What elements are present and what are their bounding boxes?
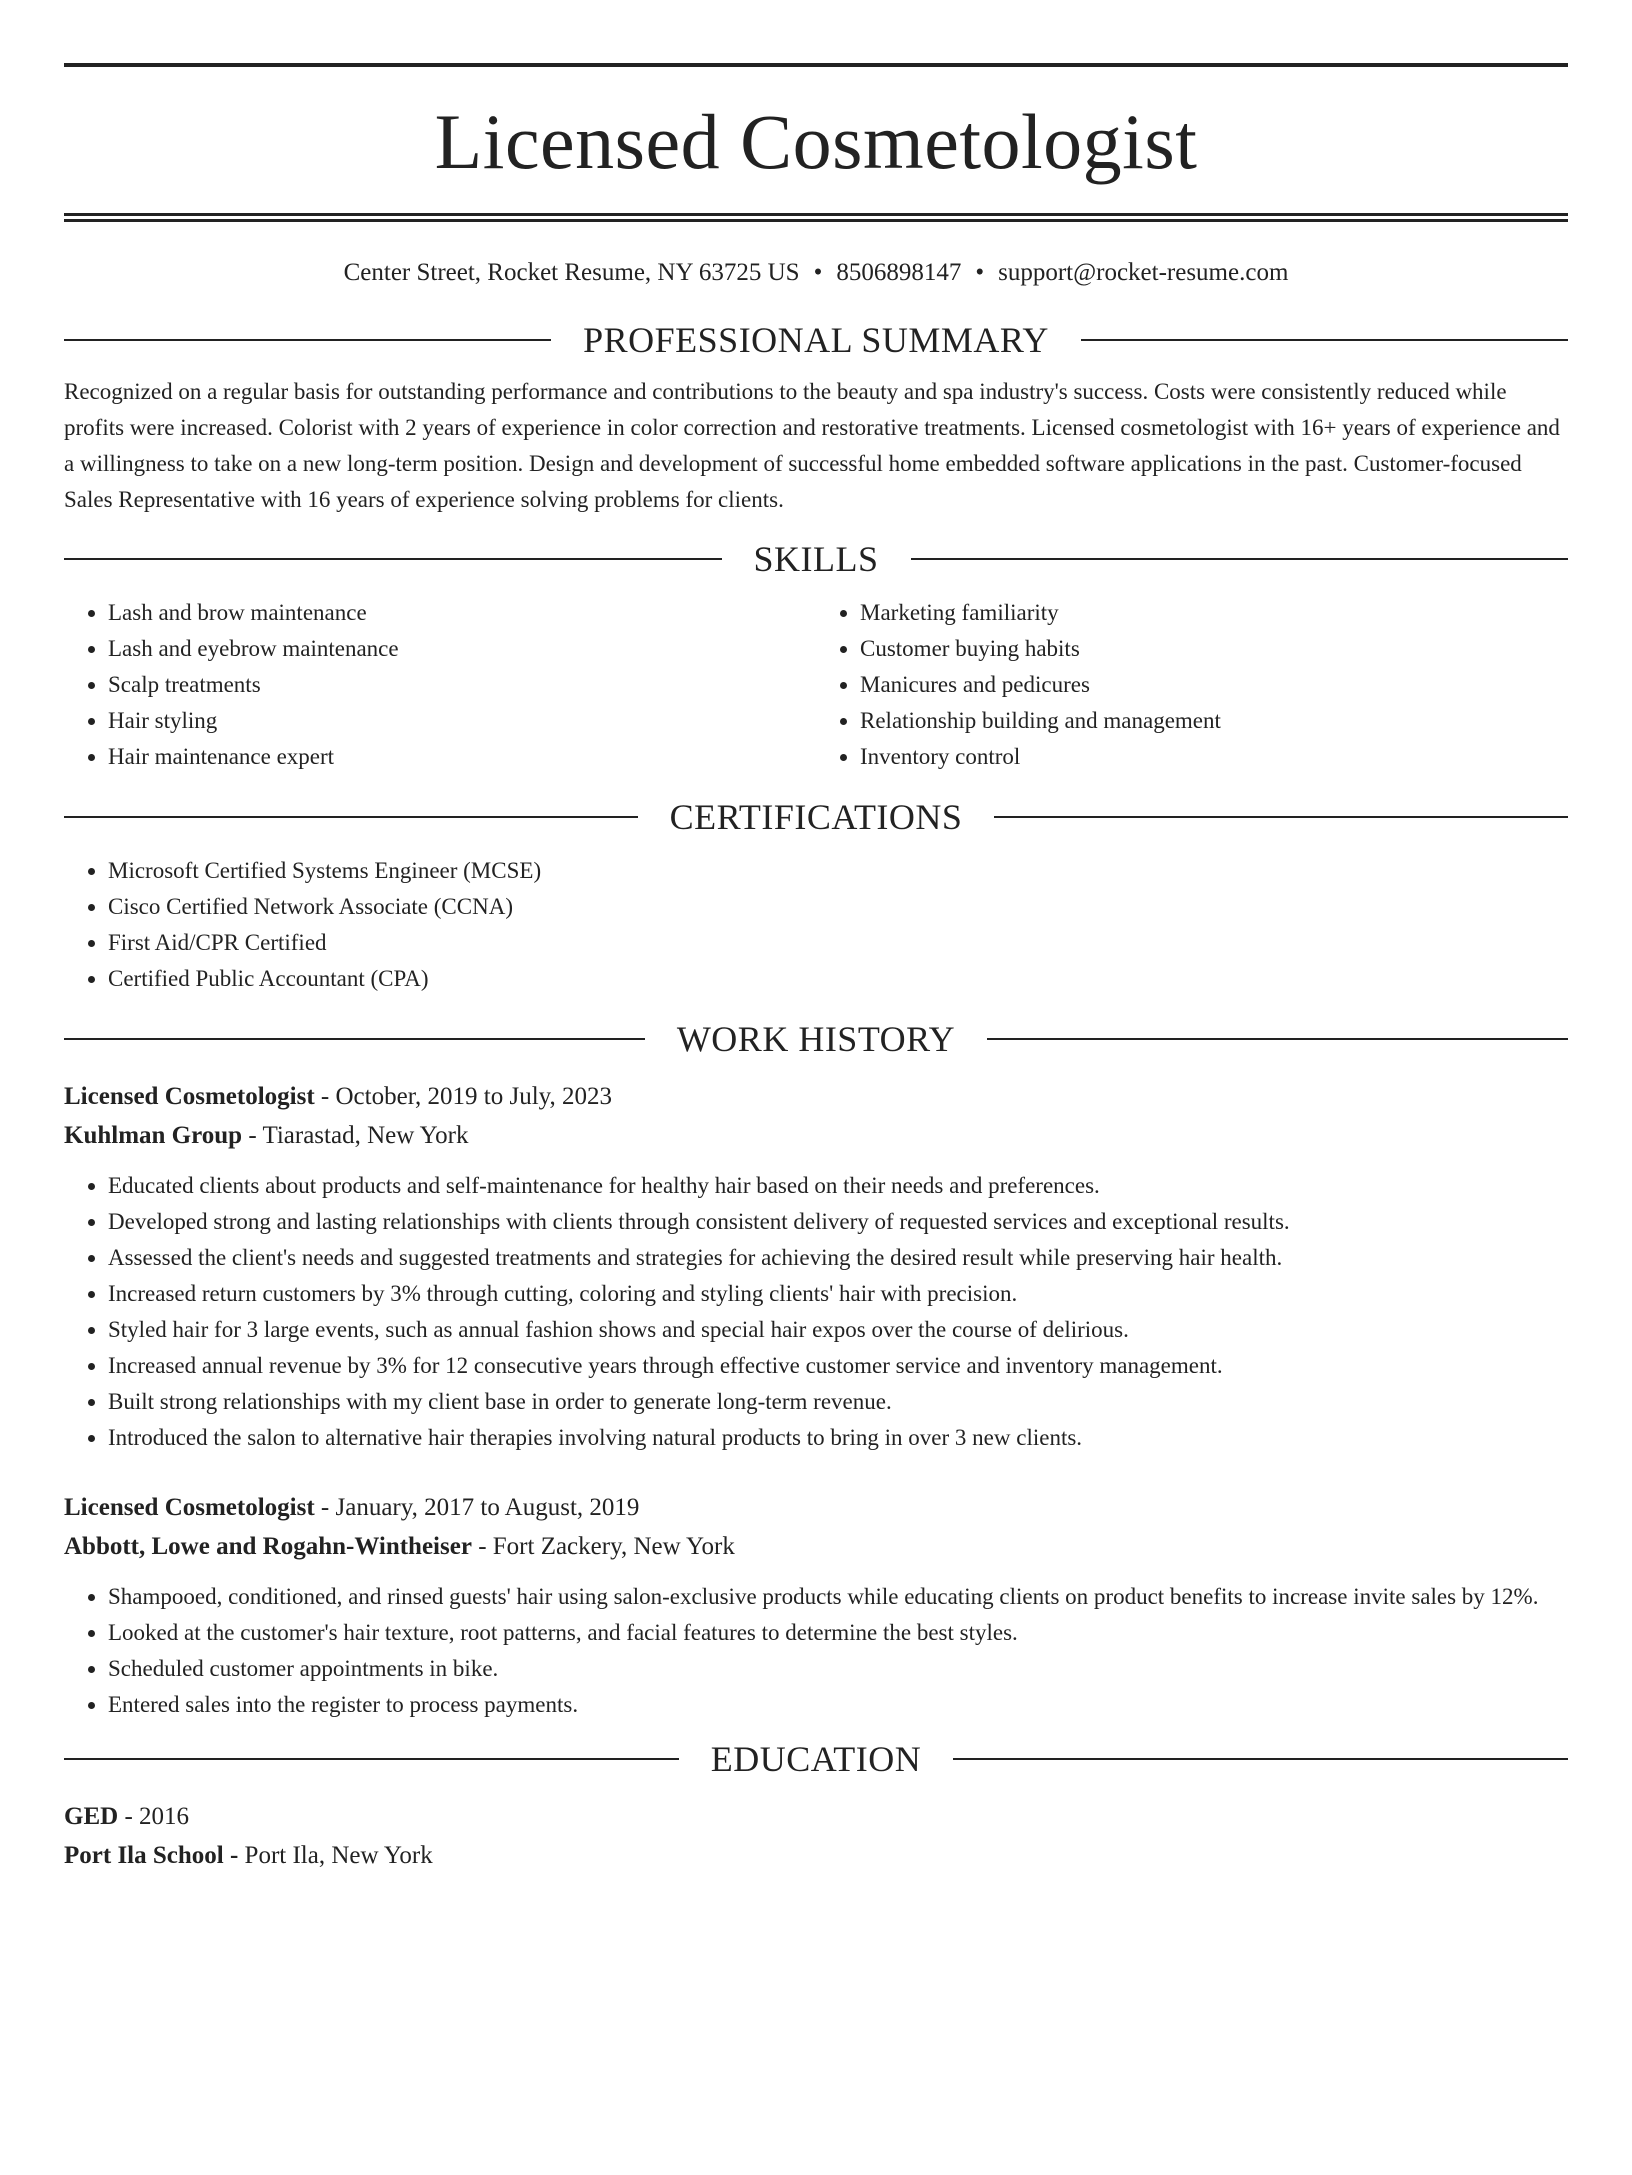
skill-item: • Lash and brow maintenance	[108, 595, 816, 631]
skill-item: • Lash and eyebrow maintenance	[108, 631, 816, 667]
job-dates: - January, 2017 to August, 2019	[314, 1494, 640, 1521]
job-title: Licensed Cosmetologist	[64, 1083, 315, 1110]
contact-line	[64, 258, 1568, 288]
job-location: - Fort Zackery, New York	[471, 1533, 735, 1560]
job-entry	[64, 1488, 1568, 1723]
skill-item: • Hair maintenance expert	[108, 739, 816, 775]
section-title-work: WORK HISTORY	[676, 1019, 956, 1059]
education-entry	[64, 1797, 1568, 1875]
education-year: - 2016	[118, 1803, 190, 1830]
certification-item: • Certified Public Accountant (CPA)	[108, 961, 1568, 997]
skill-item: • Scalp treatments	[108, 667, 816, 703]
job-title-line	[64, 1488, 1568, 1527]
job-company: Kuhlman Group	[64, 1122, 243, 1149]
job-bullet: • Scheduled customer appointments in bike.	[108, 1651, 1568, 1687]
certification-item: • Microsoft Certified Systems Engineer (MCSE)	[108, 853, 1568, 889]
section-rule	[1081, 339, 1568, 341]
skill-item: • Hair styling	[108, 703, 816, 739]
skills-list-right	[816, 595, 1568, 775]
job-company-line	[64, 1527, 1568, 1566]
skill-item: • Inventory control	[860, 739, 1568, 775]
education-degree: GED	[64, 1803, 119, 1830]
job-company-line	[64, 1116, 1568, 1155]
skills-list-left	[64, 595, 816, 775]
skill-item: • Customer buying habits	[860, 631, 1568, 667]
resume-page	[0, 63, 1632, 2175]
contact-email: support@rocket-resume.com	[998, 259, 1289, 286]
job-title-line	[64, 1077, 1568, 1116]
skills-grid	[64, 595, 1568, 775]
job-bullet: • Increased annual revenue by 3% for 12 consecutive years through effective customer service and inventory management.	[108, 1348, 1568, 1384]
job-bullet: • Increased return customers by 3% through cutting, coloring and styling clients' hair with precision.	[108, 1276, 1568, 1312]
section-rule	[64, 339, 551, 341]
job-bullet: • Assessed the client's needs and suggested treatments and strategies for achieving the desired result while preserving hair health.	[108, 1240, 1568, 1276]
resume-title: Licensed Cosmetologist	[434, 98, 1198, 185]
section-rule	[64, 1038, 645, 1040]
job-entry	[64, 1077, 1568, 1456]
job-bullet: • Looked at the customer's hair texture, root patterns, and facial features to determine the best styles.	[108, 1615, 1568, 1651]
section-title-certifications: CERTIFICATIONS	[669, 797, 963, 837]
education-degree-line	[64, 1797, 1568, 1836]
section-header-summary	[64, 320, 1568, 360]
contact-separator: •	[975, 259, 985, 286]
certification-item: • First Aid/CPR Certified	[108, 925, 1568, 961]
section-title-summary: PROFESSIONAL SUMMARY	[583, 320, 1049, 360]
job-dates: - October, 2019 to July, 2023	[314, 1083, 613, 1110]
section-rule	[994, 816, 1568, 818]
education-location: Port Ila, New York	[238, 1842, 433, 1869]
education-school-line	[64, 1836, 1568, 1875]
section-rule	[911, 558, 1569, 560]
job-title: Licensed Cosmetologist	[64, 1494, 315, 1521]
job-bullet: • Styled hair for 3 large events, such as annual fashion shows and special hair expos over the course of delirious.	[108, 1312, 1568, 1348]
section-header-skills	[64, 539, 1568, 579]
job-bullets	[64, 1168, 1568, 1456]
section-header-certifications	[64, 797, 1568, 837]
section-rule	[64, 816, 638, 818]
job-bullet: • Developed strong and lasting relationships with clients through consistent delivery of requested services and exceptional results.	[108, 1204, 1568, 1240]
job-bullet: • Shampooed, conditioned, and rinsed guests' hair using salon-exclusive products while educating clients on product benefits to increase invite sales by 12%.	[108, 1579, 1568, 1615]
job-bullets	[64, 1579, 1568, 1723]
job-bullet: • Introduced the salon to alternative hair therapies involving natural products to bring in over 3 new clients.	[108, 1420, 1568, 1456]
job-bullet: • Educated clients about products and self-maintenance for healthy hair based on their needs and preferences.	[108, 1168, 1568, 1204]
section-header-education	[64, 1739, 1568, 1779]
section-title-education: EDUCATION	[710, 1739, 922, 1779]
certifications-list	[64, 853, 1568, 997]
job-bullet: • Built strong relationships with my client base in order to generate long-term revenue.	[108, 1384, 1568, 1420]
top-rule	[64, 63, 1568, 67]
job-company: Abbott, Lowe and Rogahn-Wintheiser	[64, 1533, 472, 1560]
contact-separator: •	[813, 259, 823, 286]
certification-item: • Cisco Certified Network Associate (CCNA)	[108, 889, 1568, 925]
job-bullet: • Entered sales into the register to process payments.	[108, 1687, 1568, 1723]
section-rule	[953, 1758, 1568, 1760]
section-header-work	[64, 1019, 1568, 1059]
skill-item: • Relationship building and management	[860, 703, 1568, 739]
section-rule	[64, 558, 722, 560]
contact-phone: 8506898147	[836, 259, 962, 286]
section-title-skills: SKILLS	[753, 539, 879, 579]
skill-item: • Manicures and pedicures	[860, 667, 1568, 703]
skill-item: • Marketing familiarity	[860, 595, 1568, 631]
job-location: - Tiarastad, New York	[242, 1122, 469, 1149]
contact-address: Center Street, Rocket Resume, NY 63725 US	[343, 259, 800, 286]
title-double-rule	[64, 213, 1568, 222]
section-rule	[64, 1758, 679, 1760]
education-school: Port Ila School -	[64, 1842, 239, 1869]
section-rule	[987, 1038, 1568, 1040]
summary-text: Recognized on a regular basis for outstanding performance and contributions to the beauty and spa industry's success. Costs were consistently reduced while profits were increased. Colorist with 2 years of experience in color correction and restorative treatments. Licensed cosmetologist with 16+ years of experience and a willingness to take on a new long-term position. Design and development of successful home embedded software applications in the past. Customer-focused Sales Representative with 16 years of experience solving problems for clients.	[64, 379, 1560, 512]
